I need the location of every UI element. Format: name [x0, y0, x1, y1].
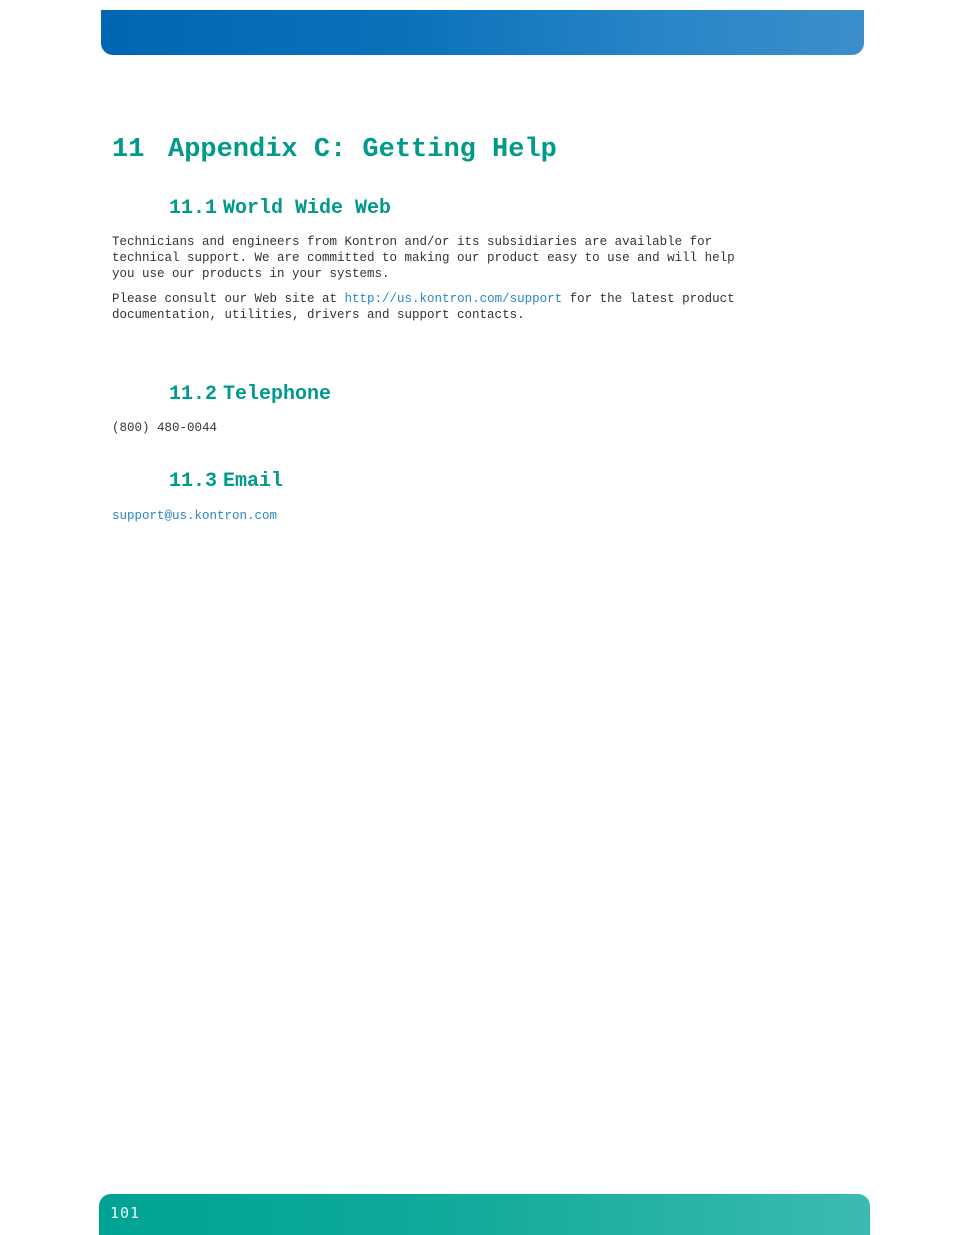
support-intro-paragraph: Technicians and engineers from Kontron and/or its subsidiaries are available for technical support. We are committed to making our product easy to use and will help you use our products in your systems.: [112, 235, 735, 281]
web-site-text-before: Please consult our Web site at: [112, 292, 345, 306]
support-email-link[interactable]: support@us.kontron.com: [112, 509, 278, 523]
section-title: World Wide Web: [223, 197, 392, 220]
chapter-title: [112, 134, 557, 166]
header-banner: [101, 10, 864, 55]
chapter-title-text: Appendix C: Getting Help: [168, 135, 557, 165]
section-number: 11.2: [169, 383, 218, 406]
section-number: 11.3: [169, 470, 218, 493]
section-title: Email: [223, 470, 284, 493]
section-heading-email: [169, 470, 283, 494]
chapter-number: 11: [112, 135, 145, 165]
section-number: 11.1: [169, 197, 218, 220]
web-site-text-after: for the latest product documentation, utilities, drivers and support contacts.: [112, 292, 735, 322]
web-site-paragraph: [112, 291, 822, 323]
section-heading-telephone: [169, 383, 331, 407]
section-title: Telephone: [223, 383, 332, 406]
footer-banner: [99, 1194, 870, 1235]
support-url-link[interactable]: http://us.kontron.com/support: [344, 292, 563, 306]
page-number: 101: [110, 1204, 141, 1222]
email-paragraph: [112, 508, 822, 524]
section-heading-www: [169, 197, 391, 221]
telephone-number: (800) 480-0044: [112, 421, 218, 435]
